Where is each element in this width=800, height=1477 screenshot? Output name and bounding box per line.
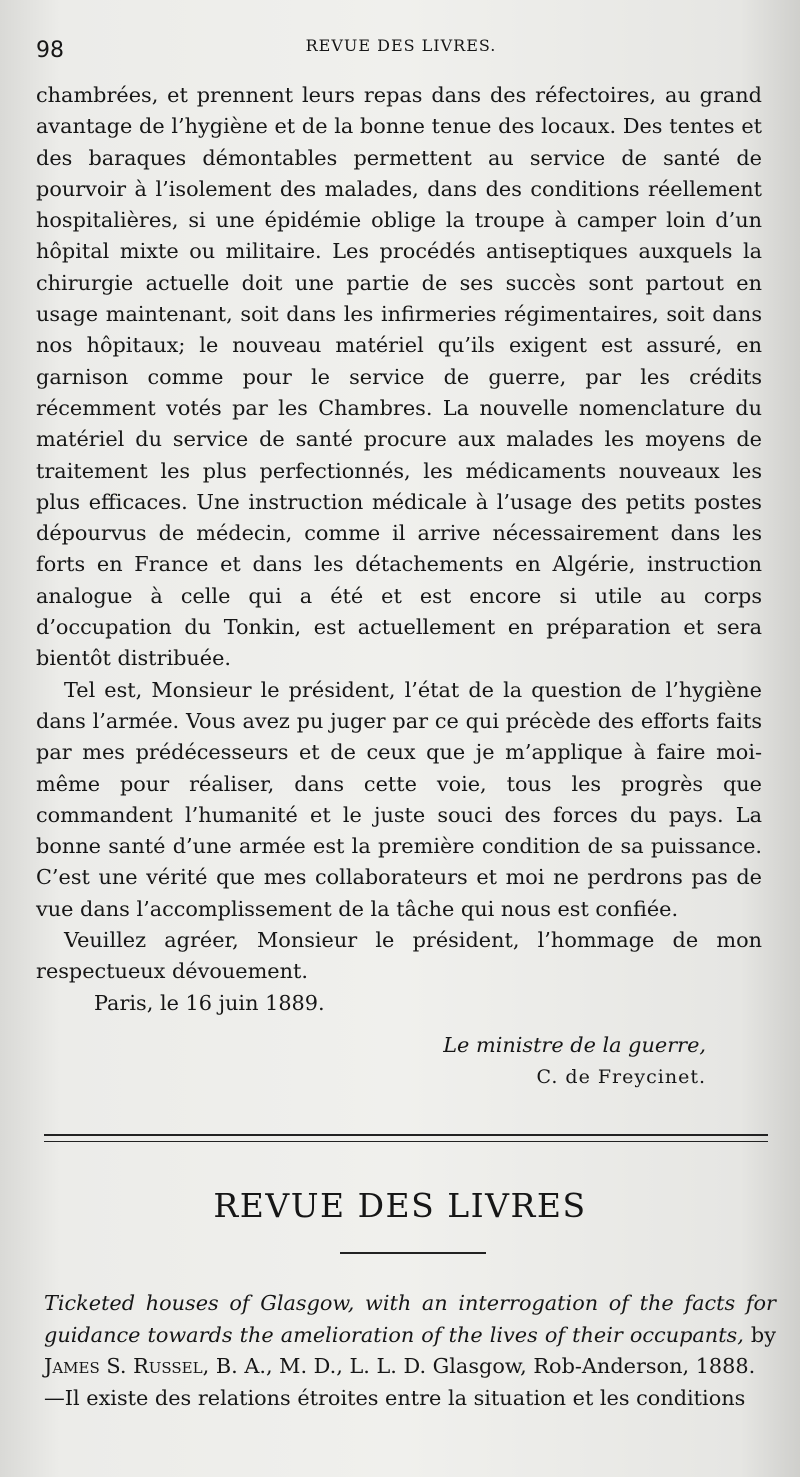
title-underline xyxy=(340,1252,486,1254)
page-number: 98 xyxy=(36,38,64,63)
paragraph-3: Veuillez agréer, Monsieur le président, l’hommage de mon respectueux dévouement. xyxy=(36,928,762,984)
signature-name: C. de Freycinet. xyxy=(536,1065,706,1088)
page-header xyxy=(36,30,766,70)
running-head: REVUE DES LIVRES. xyxy=(305,36,497,55)
review-book-title: Ticketed houses of Glasgow, with an interrogation of the facts for guidance towards the amelioration of the lives of their occupants, xyxy=(44,1291,776,1347)
letter-body xyxy=(36,80,762,1093)
review-by: by xyxy=(743,1322,776,1347)
review-author: James S. Russel xyxy=(44,1354,203,1378)
signature-title: Le ministre de la guerre, xyxy=(443,1032,706,1057)
signature-block xyxy=(36,1029,762,1093)
dateline: Paris, le 16 juin 1889. xyxy=(94,990,325,1015)
review-text: —Il existe des relations étroites entre la situation et les conditions xyxy=(44,1385,746,1410)
paragraph-1: chambrées, et prennent leurs repas dans des réfectoires, au grand avantage de l’hygiène et de la bonne tenue des locaux. Des tentes et des baraques démontables permettent au service de santé de pourvoir à l’isolement des malades, dans des conditions réellement hospitalières, si une épidémie oblige la troupe à camper loin d’un hôpital mixte ou militaire. Les procédés antiseptiques auxquels la chirurgie actuelle doit une partie de ses succès sont partout en usage maintenant, soit dans les infirmeries régimentaires, soit dans nos hôpitaux; le nouveau matériel qu’ils exigent est assuré, en garnison comme pour le service de guerre, par les crédits récemment votés par les Chambres. La nouvelle nomenclature du matériel du service de santé procure aux malades les moyens de traitement les plus perfectionnés, les médicaments nouveaux les plus efficaces. Une instruction médicale à l’usage des petits postes dépourvus de médecin, comme il arrive nécessairement dans les forts en France et dans les détachements en Algérie, instruction analogue à celle qui a été et est encore si utile au corps d’occupation du Tonkin, est actuellement en préparation et sera bientôt distribuée. xyxy=(36,83,762,671)
review-credentials: , B. A., M. D., L. L. D. Glasgow, Rob-Anderson, 1888. xyxy=(202,1354,756,1378)
paragraph-2: Tel est, Monsieur le président, l’état de la question de l’hygiène dans l’armée. Vous avez pu juger par ce qui précède des efforts faits par mes prédécesseurs et de ceux que je m’applique à faire moi-même pour réaliser, dans cette voie, tous les progrès que commandent l’humanité et le juste souci des forces du pays. La bonne santé d’une armée est la première condition de sa puissance. C’est une vérité que mes collaborateurs et moi ne perdrons pas de vue dans l’accomplissement de la tâche qui nous est confiée. xyxy=(36,677,762,921)
review-citation xyxy=(44,1288,776,1383)
section-divider xyxy=(44,1134,768,1142)
book-review xyxy=(44,1288,776,1414)
section-title: REVUE DES LIVRES xyxy=(213,1186,587,1225)
